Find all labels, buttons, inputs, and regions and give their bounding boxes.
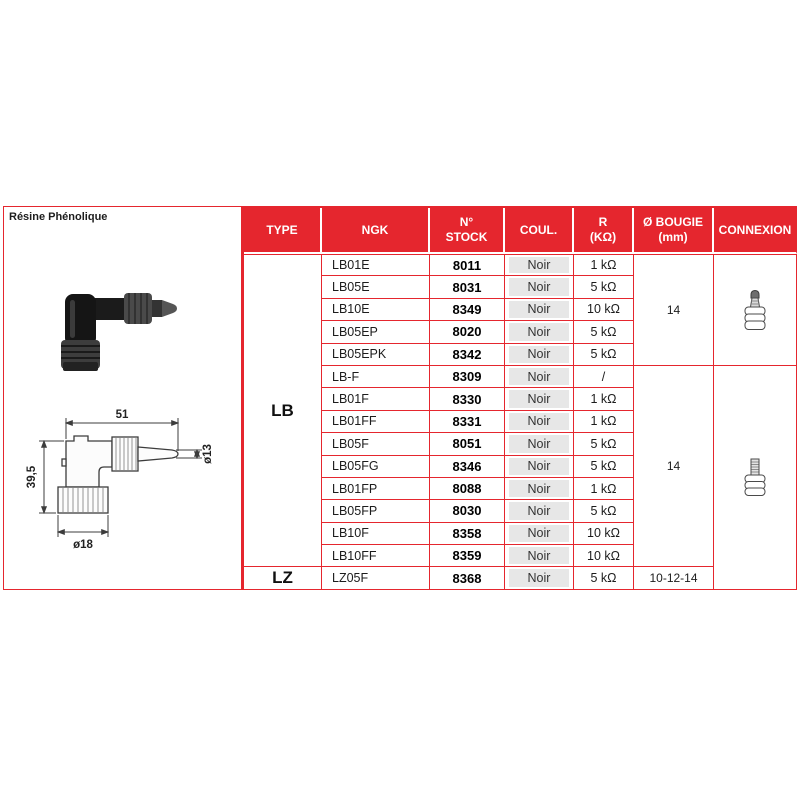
ngk-ref-cell: LZ05F: [322, 567, 430, 590]
stock-number-cell: 8030: [430, 500, 505, 522]
plug-diameter-cell: 14: [634, 254, 714, 366]
color-value: Noir: [509, 368, 569, 385]
resistance-cell: 1 kΩ: [574, 411, 634, 433]
dim-skirt-diameter-label: ø18: [73, 539, 93, 551]
stock-number-cell: 8346: [430, 456, 505, 478]
color-cell: [505, 523, 574, 545]
type-cell: LZ: [244, 567, 322, 590]
color-value: Noir: [509, 278, 569, 295]
ngk-ref-cell: LB10E: [322, 299, 430, 321]
stock-number-cell: 8358: [430, 523, 505, 545]
resistance-cell: 5 kΩ: [574, 433, 634, 455]
stock-number-cell: 8088: [430, 478, 505, 500]
dim-height-label: 39,5: [26, 465, 38, 489]
ngk-ref-cell: LB10F: [322, 523, 430, 545]
products-table: [244, 208, 797, 590]
stock-number-cell: 8309: [430, 366, 505, 388]
resistance-cell: 5 kΩ: [574, 456, 634, 478]
ngk-ref-cell: LB05FP: [322, 500, 430, 522]
color-cell: [505, 344, 574, 366]
color-cell: [505, 500, 574, 522]
catalog-sheet: [3, 206, 797, 590]
stock-number-cell: 8330: [430, 388, 505, 410]
resistance-cell: 1 kΩ: [574, 388, 634, 410]
resistance-cell: 5 kΩ: [574, 276, 634, 298]
table-row: [244, 254, 797, 276]
connexion-cell: [714, 366, 797, 590]
color-cell: [505, 366, 574, 388]
color-cell: [505, 456, 574, 478]
ngk-ref-cell: LB05FG: [322, 456, 430, 478]
ngk-ref-cell: LB01F: [322, 388, 430, 410]
product-panel: [3, 206, 242, 590]
connexion-cell: [714, 254, 797, 366]
color-value: Noir: [509, 569, 569, 587]
resistance-cell: /: [574, 366, 634, 388]
ngk-ref-cell: LB05EP: [322, 321, 430, 343]
table-row: [244, 366, 797, 388]
dim-tip-diameter-label: ø13: [202, 444, 214, 464]
stock-number-cell: 8359: [430, 545, 505, 567]
resistance-cell: 1 kΩ: [574, 254, 634, 276]
color-cell: [505, 299, 574, 321]
dim-length-label: 51: [115, 409, 129, 421]
type-cell: LB: [244, 254, 322, 567]
ngk-ref-cell: LB01E: [322, 254, 430, 276]
plug-diameter-cell: 14: [634, 366, 714, 568]
technical-drawing: [16, 405, 222, 553]
table-wrap: [242, 206, 797, 590]
resistance-cell: 5 kΩ: [574, 321, 634, 343]
stock-number-cell: 8051: [430, 433, 505, 455]
threaded-stud-icon: [742, 457, 768, 497]
ngk-ref-cell: LB10FF: [322, 545, 430, 567]
stock-number-cell: 8020: [430, 321, 505, 343]
material-label: Résine Phénolique: [9, 211, 108, 223]
ngk-ref-cell: LB05E: [322, 276, 430, 298]
color-value: Noir: [509, 525, 569, 542]
col-header-bougie: Ø BOUGIE (mm): [634, 208, 714, 254]
color-cell: [505, 276, 574, 298]
spark-plug-cap-photo: [49, 275, 221, 393]
resistance-cell: 10 kΩ: [574, 545, 634, 567]
col-header-resistance: R (KΩ): [574, 208, 634, 254]
resistance-cell: 10 kΩ: [574, 299, 634, 321]
resistance-cell: 5 kΩ: [574, 500, 634, 522]
stock-number-cell: 8368: [430, 567, 505, 590]
color-cell: [505, 254, 574, 276]
color-cell: [505, 433, 574, 455]
color-value: Noir: [509, 435, 569, 452]
color-value: Noir: [509, 458, 569, 475]
terminal-nut-icon: [742, 288, 768, 332]
color-cell: [505, 567, 574, 590]
resistance-cell: 1 kΩ: [574, 478, 634, 500]
ngk-ref-cell: LB01FP: [322, 478, 430, 500]
color-value: Noir: [509, 547, 569, 564]
col-header-couleur: COUL.: [505, 208, 574, 254]
stock-number-cell: 8031: [430, 276, 505, 298]
color-value: Noir: [509, 413, 569, 430]
table-header-row: [244, 208, 797, 254]
color-value: Noir: [509, 502, 569, 519]
color-value: Noir: [509, 257, 569, 273]
col-header-ngk: NGK: [322, 208, 430, 254]
resistance-cell: 5 kΩ: [574, 344, 634, 366]
ngk-ref-cell: LB05EPK: [322, 344, 430, 366]
resistance-cell: 5 kΩ: [574, 567, 634, 590]
color-value: Noir: [509, 323, 569, 340]
stock-number-cell: 8331: [430, 411, 505, 433]
color-cell: [505, 388, 574, 410]
table-body: [244, 254, 797, 590]
color-cell: [505, 545, 574, 567]
plug-diameter-cell: 10-12-14: [634, 567, 714, 590]
col-header-type: TYPE: [244, 208, 322, 254]
stock-number-cell: 8011: [430, 254, 505, 276]
stock-number-cell: 8342: [430, 344, 505, 366]
color-value: Noir: [509, 301, 569, 318]
stock-number-cell: 8349: [430, 299, 505, 321]
color-value: Noir: [509, 390, 569, 407]
ngk-ref-cell: LB01FF: [322, 411, 430, 433]
ngk-ref-cell: LB05F: [322, 433, 430, 455]
color-value: Noir: [509, 346, 569, 363]
color-value: Noir: [509, 480, 569, 497]
col-header-connexion: CONNEXION: [714, 208, 797, 254]
resistance-cell: 10 kΩ: [574, 523, 634, 545]
col-header-stock: N° STOCK: [430, 208, 505, 254]
color-cell: [505, 478, 574, 500]
color-cell: [505, 411, 574, 433]
color-cell: [505, 321, 574, 343]
ngk-ref-cell: LB-F: [322, 366, 430, 388]
